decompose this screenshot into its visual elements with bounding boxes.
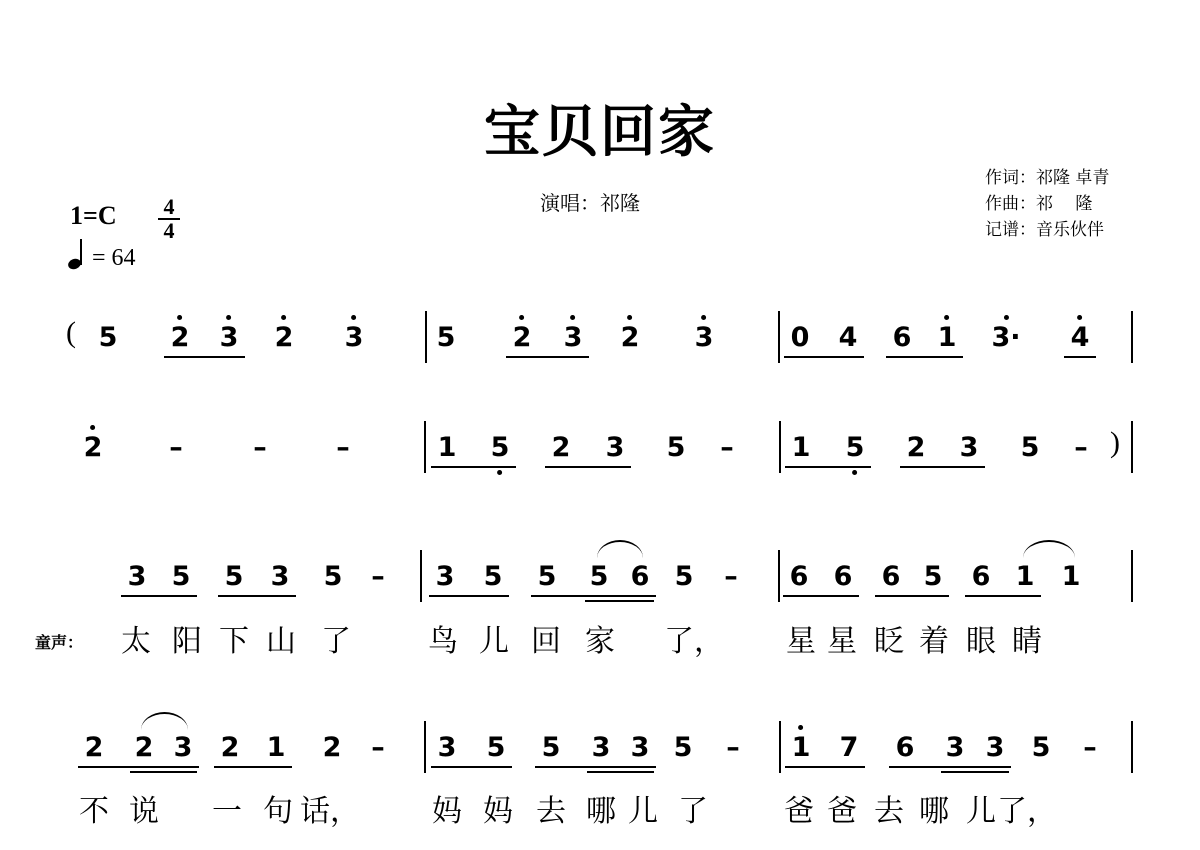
jianpu-note: 2 [322,732,342,763]
jianpu-note: 3 [437,732,457,763]
jianpu-note: 2 [220,732,240,763]
jianpu-note: 5 [674,561,694,592]
credits-block [985,165,1109,243]
jianpu-note: 4 [838,322,858,353]
jianpu-note: 6 [892,322,912,353]
jianpu-note: – [720,432,734,463]
beam-double-underline [941,771,1009,773]
lyric-char: 眨 [874,624,904,659]
lyric-char: 爸 [827,794,857,829]
beam-underline [429,595,509,597]
barline [778,550,780,602]
voice-label: 童声： [35,633,84,652]
jianpu-note: 5 [589,561,609,592]
jianpu-note: 5 [224,561,244,592]
beam-underline [889,766,1011,768]
jianpu-note: – [1074,432,1088,463]
lyric-char: 眼 [966,624,996,659]
barline [1131,721,1133,773]
jianpu-note: 3 [344,322,364,353]
jianpu-note: 3 [605,432,625,463]
lyric-char: 家 [585,624,615,659]
jianpu-note: 0 [790,322,810,353]
jianpu-note: 3 [435,561,455,592]
beam-underline [121,595,197,597]
beam-underline [545,466,631,468]
jianpu-note: 4 [1070,322,1090,353]
quarter-note-icon [68,243,86,269]
jianpu-note: 1 [791,732,811,763]
beam-underline [785,466,871,468]
beam-underline [531,595,656,597]
song-title: 宝贝回家 [484,99,716,165]
jianpu-note: 2 [620,322,640,353]
time-signature-top: 4 [163,194,175,219]
lyric-char: 了， [997,794,1057,829]
beam-underline [1064,356,1096,358]
lyric-char: 星 [827,624,857,659]
jianpu-note: 3 [127,561,147,592]
barline [779,721,781,773]
beam-underline [886,356,963,358]
jianpu-note: 5 [436,322,456,353]
lyric-char: 说 [129,794,159,829]
beam-double-underline [130,771,197,773]
jianpu-note: 3· [991,322,1021,353]
jianpu-note: 3 [591,732,611,763]
jianpu-note: 5 [171,561,191,592]
jianpu-note: 5 [98,322,118,353]
time-signature [158,196,180,241]
jianpu-note: 6 [833,561,853,592]
beam-underline [431,466,516,468]
barline [424,421,426,473]
jianpu-note: 3 [985,732,1005,763]
tempo-marking [68,243,136,272]
jianpu-note: 2 [170,322,190,353]
jianpu-note: 6 [789,561,809,592]
lyric-char: 句 [263,794,293,829]
jianpu-note: 2 [512,322,532,353]
lyric-char: 爸 [784,794,814,829]
barline [1131,421,1133,473]
beam-underline [875,595,949,597]
slur-tie [1023,540,1075,558]
barline [1131,311,1133,363]
jianpu-note: 6 [630,561,650,592]
jianpu-note: 1 [437,432,457,463]
jianpu-note: 5 [490,432,510,463]
jianpu-note: 2 [906,432,926,463]
jianpu-note: 5 [923,561,943,592]
jianpu-note: 6 [971,561,991,592]
jianpu-note: 2 [84,732,104,763]
jianpu-note: – [169,432,183,463]
jianpu-note: 2 [134,732,154,763]
lyric-char: 星 [786,624,816,659]
key-signature: 1=C [70,201,117,230]
beam-underline [78,766,199,768]
tempo-value: = 64 [92,245,136,271]
jianpu-note: 5 [1020,432,1040,463]
beam-underline [214,766,292,768]
intro-open-paren: ( [66,316,76,349]
jianpu-note: 5 [673,732,693,763]
beam-underline [965,595,1041,597]
lyric-char: 了 [678,794,708,829]
slur-tie [141,712,188,730]
jianpu-note: 5 [666,432,686,463]
lyric-char: 话， [300,794,360,829]
barline [425,311,427,363]
beam-underline [784,356,864,358]
jianpu-note: 2 [551,432,571,463]
jianpu-note: 1 [791,432,811,463]
jianpu-note: 1 [1015,561,1035,592]
transcriber-credit: 记谱：音乐伙伴 [985,220,1104,240]
jianpu-note: 1 [1061,561,1081,592]
jianpu-note: 6 [881,561,901,592]
slur-tie [597,540,643,558]
jianpu-note: 3 [173,732,193,763]
lyric-char: 不 [79,794,109,829]
barline [778,311,780,363]
jianpu-note: 7 [839,732,859,763]
jianpu-note: 3 [270,561,290,592]
lyric-char: 去 [536,794,566,829]
jianpu-note: 3 [219,322,239,353]
barline [420,550,422,602]
lyric-char: 儿 [479,624,509,659]
jianpu-note: – [724,561,738,592]
beam-underline [535,766,656,768]
beam-underline [506,356,589,358]
jianpu-note: 5 [323,561,343,592]
jianpu-note: 5 [541,732,561,763]
lyric-char: 回 [531,624,561,659]
beam-underline [164,356,245,358]
lyric-char: 妈 [432,794,462,829]
barline [779,421,781,473]
beam-double-underline [587,771,654,773]
jianpu-note: 5 [1031,732,1051,763]
time-signature-bottom: 4 [163,218,175,243]
composer-credit: 作曲：祁 隆 [985,194,1093,214]
jianpu-note: – [726,732,740,763]
jianpu-note: – [371,561,385,592]
beam-underline [900,466,985,468]
lyric-char: 鸟 [428,624,458,659]
beam-underline [431,766,512,768]
barline [424,721,426,773]
jianpu-note: 5 [483,561,503,592]
jianpu-note: 5 [486,732,506,763]
barline [1131,550,1133,602]
jianpu-note: 2 [83,432,103,463]
lyric-char: 去 [874,794,904,829]
lyric-char: 太 [121,624,151,659]
jianpu-note: 5 [537,561,557,592]
jianpu-note: 2 [274,322,294,353]
lyric-char: 阳 [172,624,202,659]
jianpu-note: 1 [937,322,957,353]
jianpu-note: 3 [694,322,714,353]
jianpu-note: 3 [959,432,979,463]
lyric-char: 儿 [628,794,658,829]
jianpu-note: – [371,732,385,763]
lyric-char: 儿 [966,794,996,829]
beam-underline [783,595,859,597]
lyric-char: 哪 [586,794,616,829]
intro-close-paren: ) [1110,426,1120,459]
jianpu-note: 3 [563,322,583,353]
lyric-char: 了 [321,624,351,659]
singer-credit: 演唱：祁隆 [540,191,640,215]
lyric-char: 一 [212,794,242,829]
lyric-char: 山 [266,624,296,659]
jianpu-note: 3 [945,732,965,763]
lyric-char: 哪 [919,794,949,829]
jianpu-note: 3 [630,732,650,763]
lyric-char: 下 [219,624,249,659]
jianpu-note: 6 [895,732,915,763]
jianpu-note: – [253,432,267,463]
beam-underline [218,595,296,597]
jianpu-note: – [1083,732,1097,763]
lyric-char: 着 [919,624,949,659]
beam-underline [785,766,865,768]
lyric-char: 了， [664,624,724,659]
lyricist-credit: 作词：祁隆 卓青 [985,168,1110,188]
jianpu-note: 5 [845,432,865,463]
beam-double-underline [585,600,654,602]
jianpu-note: – [336,432,350,463]
jianpu-note: 1 [266,732,286,763]
lyric-char: 睛 [1012,624,1042,659]
lyric-char: 妈 [483,794,513,829]
